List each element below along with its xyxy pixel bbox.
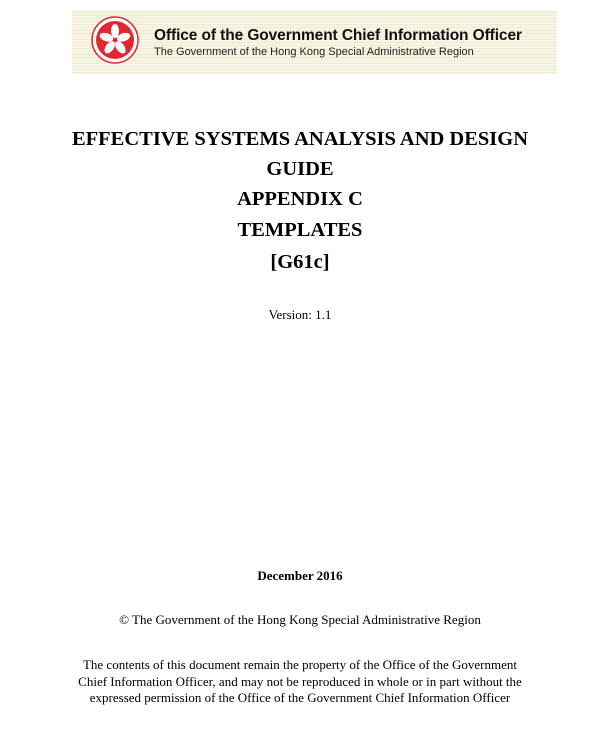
title-line-2: GUIDE [266,158,334,180]
org-name: Office of the Government Chief Information Officer [154,27,522,44]
title-line-5: [G61c] [270,251,330,273]
ogcio-header-banner [72,10,557,74]
version-label: Version: 1.1 [268,307,332,322]
title-line-3: APPENDIX C [237,188,363,210]
org-subtitle: The Government of the Hong Kong Special Administrative Region [154,46,474,58]
title-line-1: EFFECTIVE SYSTEMS ANALYSIS AND DESIGN [71,128,529,150]
publication-date: December 2016 [257,568,343,583]
notice-line-1: The contents of this document remain the property of the Office of the Government [82,657,518,672]
hksar-emblem-icon [91,16,139,64]
notice-line-2: Chief Information Officer, and may not be reproduced in whole or in part without the [78,674,522,689]
copyright-notice: © The Government of the Hong Kong Special Administrative Region [119,612,481,627]
title-line-4: TEMPLATES [237,219,363,241]
notice-line-3: expressed permission of the Office of the Government Chief Information Officer [89,690,511,705]
